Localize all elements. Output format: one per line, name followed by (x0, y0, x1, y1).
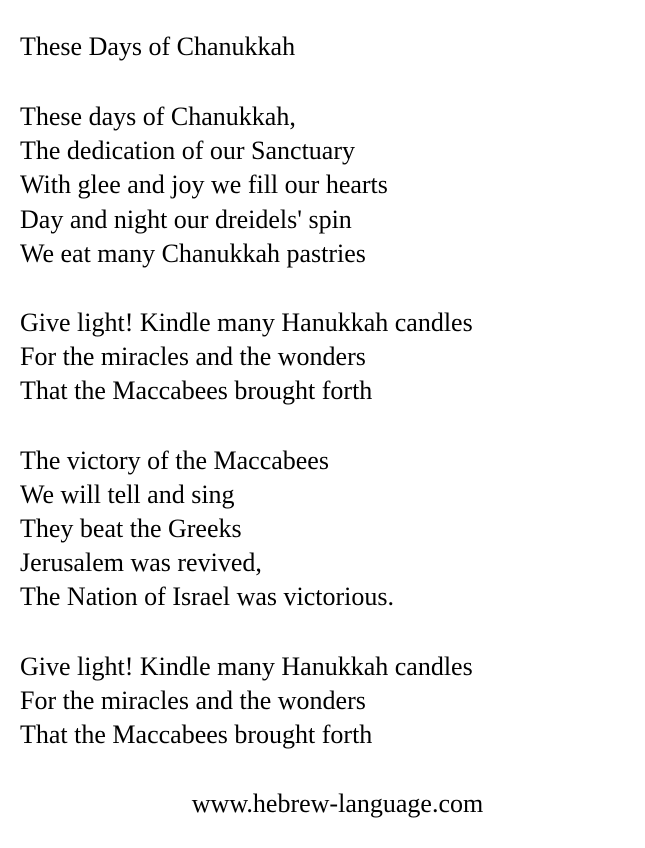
stanza-line: These days of Chanukkah, (20, 102, 296, 131)
stanza-line: For the miracles and the wonders (20, 342, 366, 372)
stanza-line: The Nation of Israel was victorious. (20, 582, 395, 612)
stanza-line: The victory of the Maccabees (20, 445, 329, 475)
stanza-line: Give light! Kindle many Hanukkah candles (20, 308, 473, 338)
stanza-line: They beat the Greeks (20, 514, 242, 544)
stanza-4-chorus (20, 650, 630, 753)
stanza-line: That the Maccabees brought forth (20, 720, 373, 750)
stanza-line: Jerusalem was revived, (20, 548, 262, 578)
song-page (20, 30, 630, 787)
song-title: These Days of Chanukkah (20, 32, 296, 61)
stanza-line: We eat many Chanukkah pastries (20, 238, 366, 268)
website-footer: www.hebrew-language.com (191, 789, 484, 818)
stanza-line: The dedication of our Sanctuary (20, 136, 355, 166)
stanza-line: We will tell and sing (20, 479, 235, 509)
stanza-line: For the miracles and the wonders (20, 685, 366, 715)
stanza-line: With glee and joy we fill our hearts (20, 170, 388, 200)
stanza-3 (20, 444, 630, 615)
stanza-line: Day and night our dreidels' spin (20, 204, 352, 234)
stanza-2-chorus (20, 306, 630, 409)
stanza-line: Give light! Kindle many Hanukkah candles (20, 651, 473, 681)
stanza-1 (20, 100, 630, 271)
stanza-line: That the Maccabees brought forth (20, 376, 373, 406)
